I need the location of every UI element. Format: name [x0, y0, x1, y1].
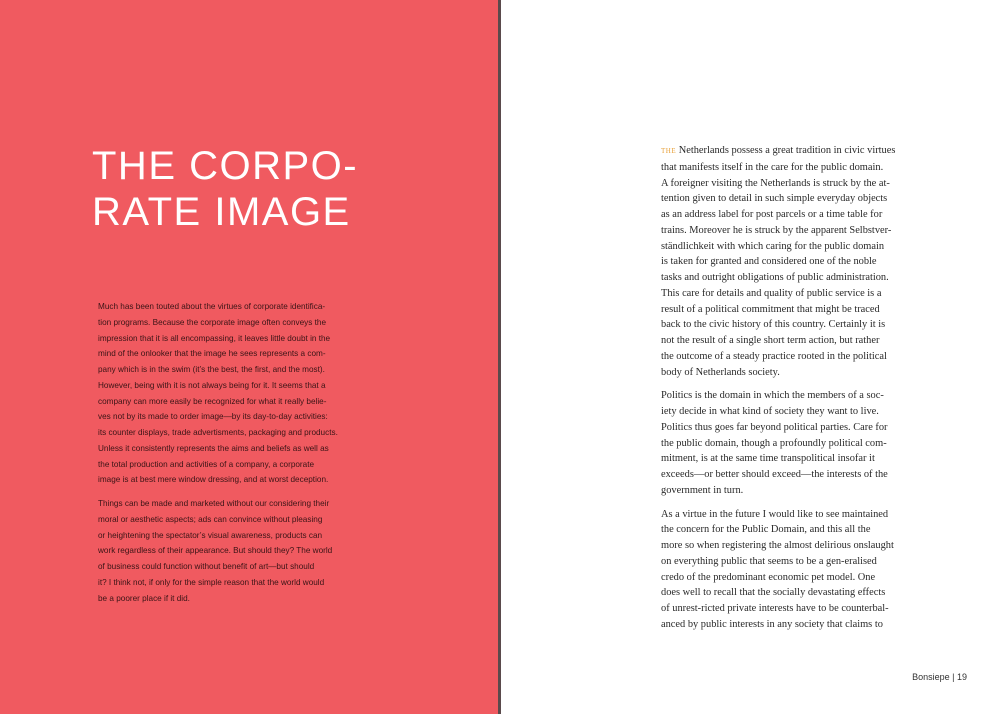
paragraph	[661, 143, 911, 380]
text-line: or heightening the spectator’s visual awareness, products can	[98, 530, 323, 540]
text-line: body of Netherlands society.	[661, 366, 780, 378]
text-line: tention given to detail in such simple everyday objects	[661, 193, 888, 205]
text-line: However, being with it is not always being for it. It seems that a	[98, 380, 326, 390]
text-line: iety decide in what kind of society they want to live.	[661, 406, 879, 417]
text-line: A foreigner visiting the Netherlands is struck by the at-	[661, 177, 890, 189]
text-line: trains. Moreover he is struck by the apparent Selbstver-	[661, 224, 892, 236]
text-line: mind of the onlooker that the image he sees represents a com-	[98, 349, 326, 359]
text-line: Unless it consistently represents the aims and beliefs as well as	[98, 443, 329, 453]
text-line: image is at best mere window dressing, and at worst deception.	[98, 475, 329, 485]
chapter-title	[92, 143, 358, 235]
title-line: THE CORPO-	[92, 144, 359, 188]
text-line: on everything public that seems to be a gen-eralised	[661, 555, 877, 567]
text-line: Politics thus goes far beyond political parties. Care for	[661, 421, 888, 433]
text-line: of business could function without benefit of art—but should	[98, 562, 315, 571]
text-line: pany which is in the swim (it’s the best, the first, and the most).	[98, 365, 325, 374]
text-line: Things can be made and marketed without our considering their	[98, 499, 330, 508]
text-line: mitment, is at the same time transpolitical insofar it	[661, 453, 875, 465]
text-line: exceeds—or better should exceed—the interests of the	[661, 469, 888, 480]
text-line: is taken for granted and considered one of the noble	[661, 256, 877, 268]
text-line: the concern for the Public Domain, and this all the	[661, 524, 871, 536]
text-line: that manifests itself in the care for the public domain.	[661, 161, 884, 173]
page-folio: Bonsiepe | 19	[912, 672, 967, 682]
small-caps-lead: THE	[661, 147, 677, 155]
text-line: Politics is the domain in which the members of a soc-	[661, 390, 884, 402]
paragraph	[98, 496, 346, 606]
text-line: moral or aesthetic aspects; ads can convince without pleasing	[98, 514, 323, 524]
text-line: credo of the predominant economic pet model. One	[661, 571, 876, 583]
text-line: the total production and activities of a company, a corporate	[98, 459, 315, 469]
text-line: This care for details and quality of public service is a	[661, 287, 882, 299]
text-line: of unrest-ricted private interests have to be counterbal-	[661, 603, 889, 614]
text-line: tasks and outright obligations of public administration.	[661, 272, 889, 283]
left-page	[0, 0, 498, 714]
text-line: be a poorer place if it did.	[98, 593, 190, 603]
text-line: As a virtue in the future I would like to see maintained	[661, 508, 889, 520]
text-line: government in turn.	[661, 484, 744, 496]
text-line: its counter displays, trade advertisments, packaging and products.	[98, 428, 338, 437]
text-line: does well to recall that the socially devastating effects	[661, 587, 886, 599]
text-line: ständlichkeit with which caring for the public domain	[661, 240, 885, 252]
title-line: RATE IMAGE	[92, 190, 351, 234]
text-line: not the result of a single short term action, but rather	[661, 335, 880, 346]
text-line: anced by public interests in any society that claims to	[661, 618, 883, 630]
text-fragment: Netherlands possess a great tradition in civic virtues	[676, 145, 896, 156]
text-line: the public domain, though a profoundly political com-	[661, 437, 887, 449]
text-line	[661, 143, 911, 160]
text-line: more so when registering the almost delirious onslaught	[661, 540, 894, 551]
text-line: result of a political commitment that might be traced	[661, 303, 880, 315]
text-line: the outcome of a steady practice rooted in the political	[661, 350, 887, 362]
text-line: impression that it is all encompassing, it leaves little doubt in the	[98, 333, 331, 343]
paragraph	[661, 388, 911, 498]
text-line: it? I think not, if only for the simple reason that the world would	[98, 577, 325, 587]
text-line: Much has been touted about the virtues of corporate identifica-	[98, 302, 326, 311]
text-line: as an address label for post parcels or a time table for	[661, 209, 883, 220]
text-line: ves not by its made to order image—by its day-to-day activities:	[98, 412, 328, 422]
intro-text	[98, 299, 346, 614]
text-line: company can more easily be recognized for what it really belie-	[98, 396, 327, 406]
essay-text	[661, 143, 911, 641]
text-line: back to the civic history of this country. Certainly it is	[661, 319, 886, 331]
text-line: tion programs. Because the corporate image often conveys the	[98, 317, 327, 327]
text-line: work regardless of their appearance. But should they? The world	[98, 546, 333, 556]
paragraph	[661, 507, 911, 633]
paragraph	[98, 299, 346, 488]
